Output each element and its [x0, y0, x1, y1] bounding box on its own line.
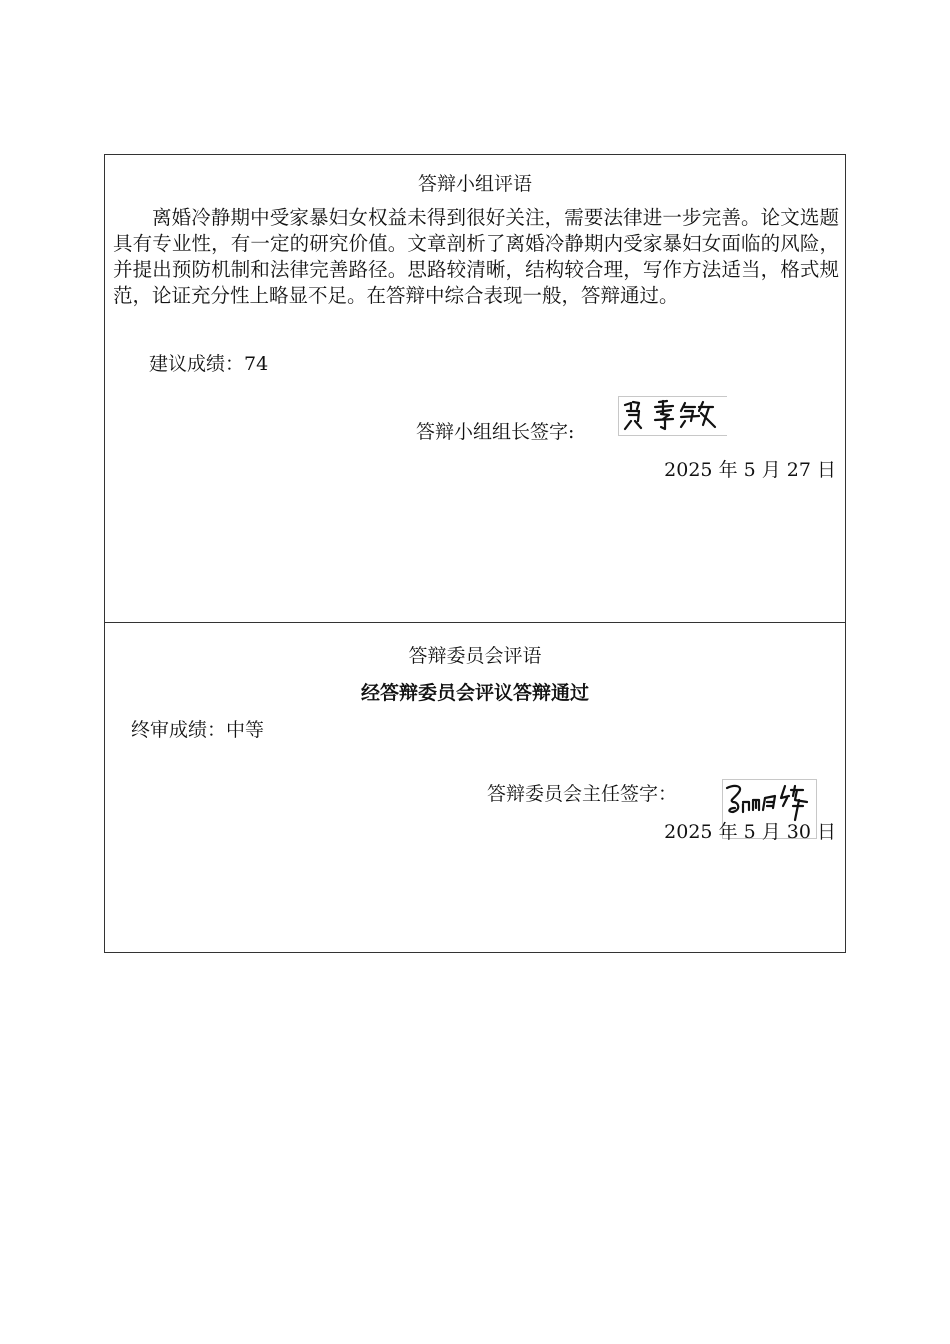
group-review-comment: 离婚冷静期中受家暴妇女权益未得到很好关注，需要法律进一步完善。论文选题具有专业性，有一定的研究价值。文章剖析了离婚冷静期内受家暴妇女面临的风险，并提出预防机制和法律完善路径。思路较清晰，结构较合理，写作方法适当，格式规范，论证充分性上略显不足。在答辩中综合表现一般，答辩通过。	[113, 206, 839, 307]
committee-review-section	[105, 623, 845, 952]
final-grade: 终审成绩：中等	[131, 719, 265, 741]
group-leader-signature-label: 答辩小组组长签字:	[416, 421, 575, 443]
group-review-section	[105, 155, 845, 623]
group-review-title: 答辩小组评语	[417, 173, 532, 195]
committee-review-title: 答辩委员会评语	[408, 645, 542, 667]
committee-chair-signature-label: 答辩委员会主任签字：	[487, 783, 678, 805]
suggested-grade: 建议成绩：74	[149, 353, 269, 375]
group-review-date: 2025 年 5 月 27 日	[664, 459, 836, 481]
committee-review-conclusion: 经答辩委员会评议答辩通过	[360, 682, 589, 704]
review-form-table	[104, 154, 846, 953]
signature-icon	[619, 397, 727, 435]
group-leader-signature-image	[618, 396, 727, 436]
committee-review-date: 2025 年 5 月 30 日	[664, 821, 836, 843]
